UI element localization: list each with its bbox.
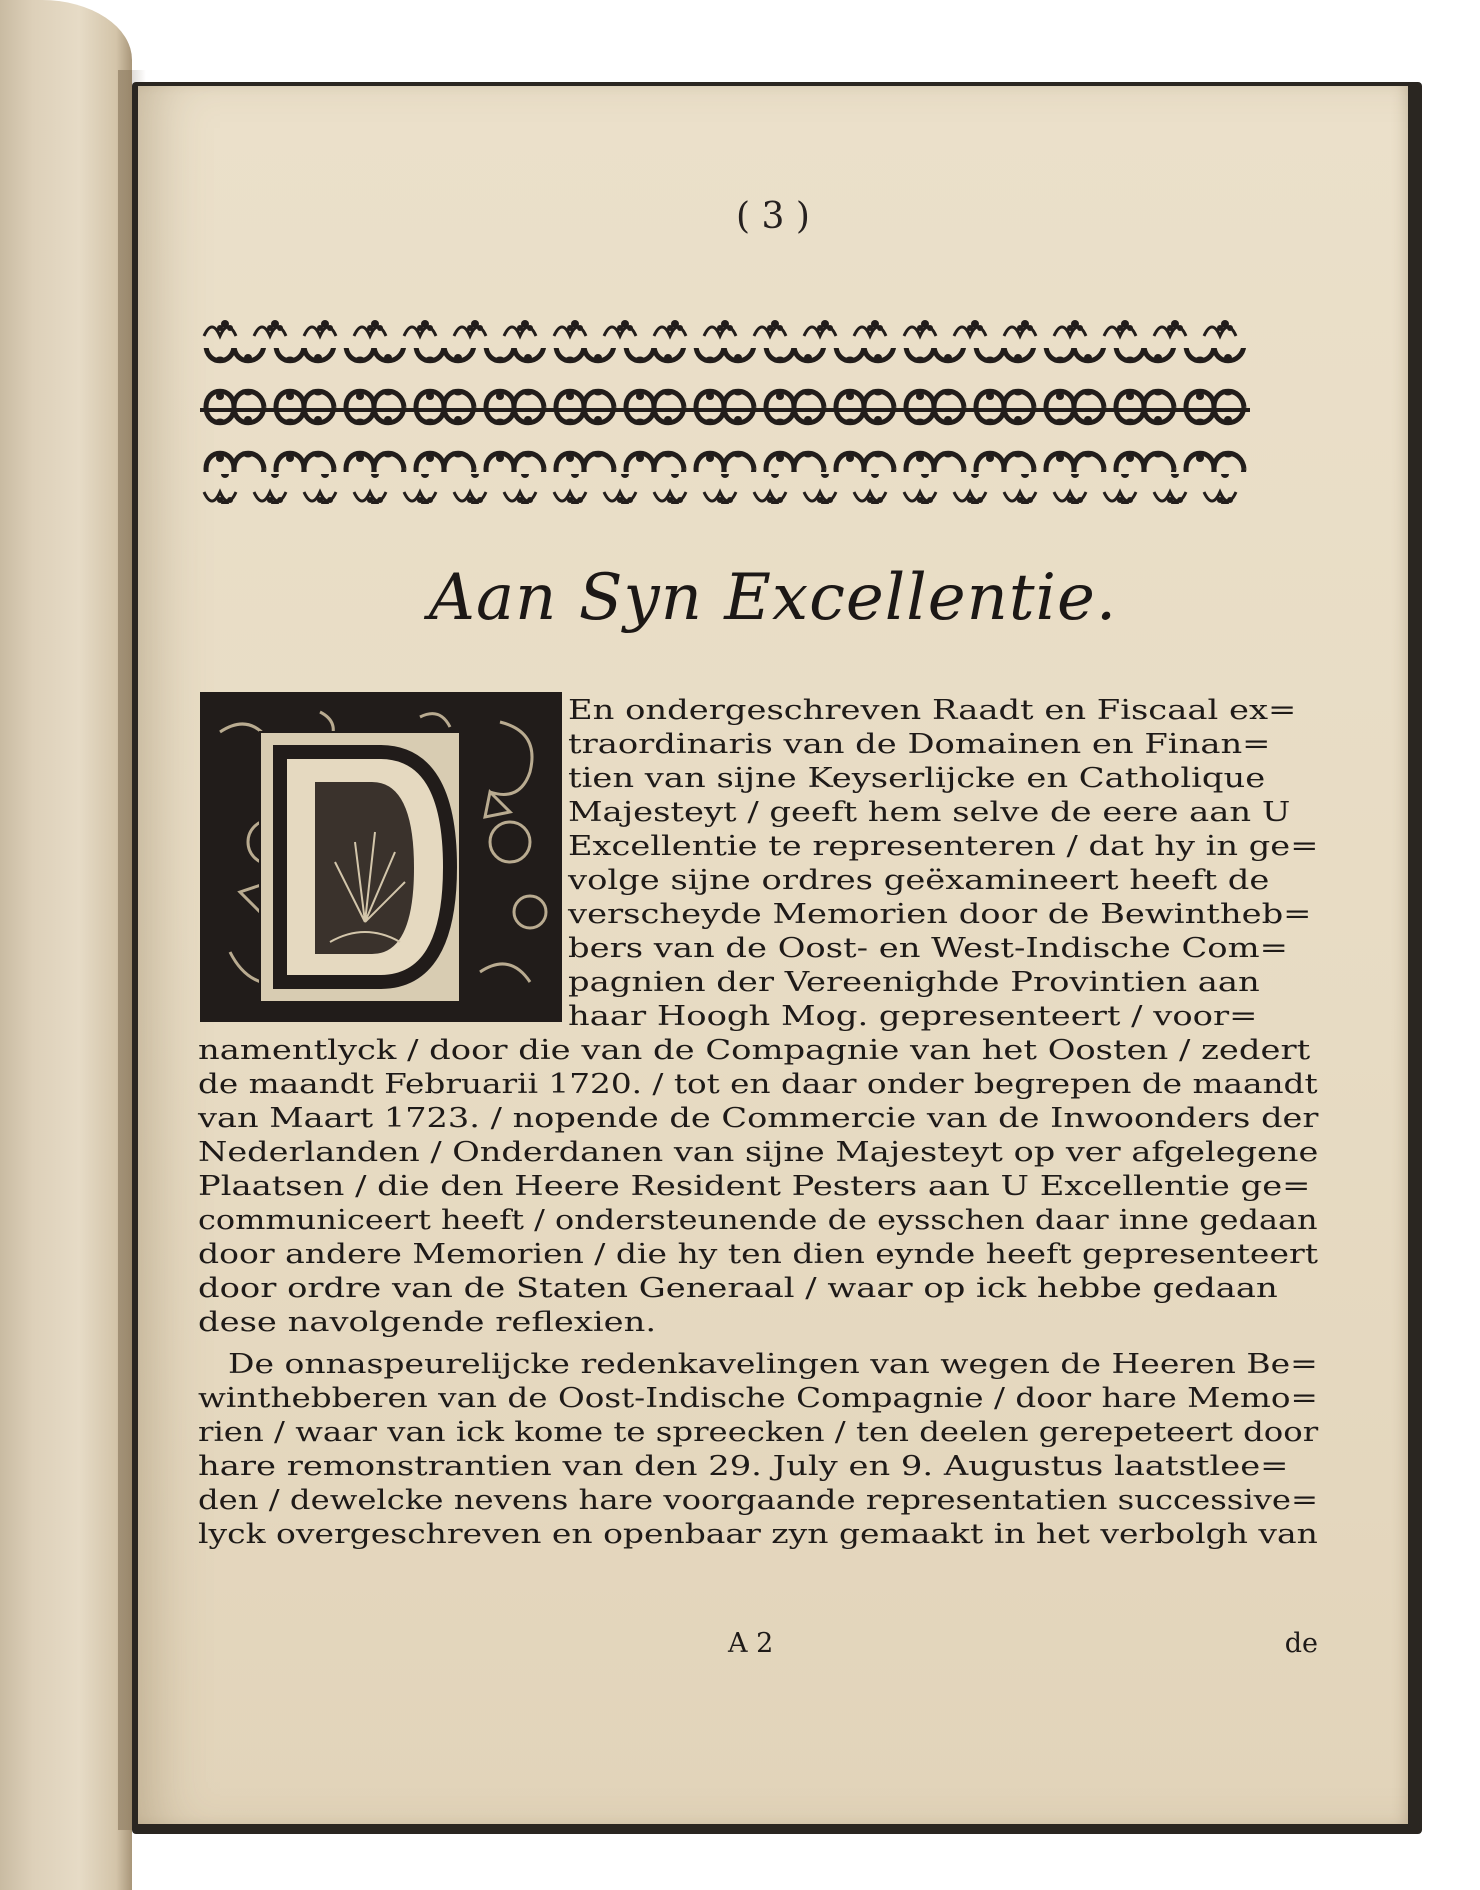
left-page-edge [0,0,132,1890]
text-line: hare remonstrantien van den 29. July en 9. Augustus laatstlee= [198,1451,1289,1482]
decorated-initial-letter [200,692,562,1022]
text-line: rien / waar van ick kome te spreecken / ten deelen gerepeteert door [198,1417,1319,1448]
text-line: Majesteyt / geeft hem selve de eere aan U [568,797,1291,828]
text-line: door andere Memorien / die hy ten dien eynde heeft gepresenteert [198,1239,1318,1270]
text-line: De onnaspeurelijcke redenkavelingen van wegen de Heeren Be= [228,1349,1318,1380]
catchword: de [1284,1628,1318,1659]
text-line: pagnien der Vereenighde Provintien aan [568,967,1260,998]
text-line: namentlyck / door die van de Compagnie van het Oosten / zedert [198,1035,1311,1066]
text-line: communiceert heeft / ondersteunende de eysschen daar inne gedaan [198,1205,1318,1236]
text-line: tien van sijne Keyserlijcke en Catholique [568,763,1266,794]
text-line: traordinaris van de Domainen en Finan= [568,729,1271,760]
book-page [138,86,1408,1824]
text-line: winthebberen van de Oost-Indische Compagnie / door hare Memo= [198,1383,1318,1414]
text-line: verscheyde Memorien door de Bewintheb= [568,899,1312,930]
text-line: de maandt Februarii 1720. / tot en daar onder begrepen de maandt [198,1069,1318,1100]
text-line: Nederlanden / Onderdanen van sijne Majesteyt op ver afgelegene [198,1137,1319,1168]
text-line: Excellentie te representeren / dat hy in ge= [568,831,1319,862]
heading-title: Aan Syn Excellentie. [428,561,1118,635]
text-line: Plaatsen / die den Heere Resident Pesters aan U Excellentie ge= [198,1171,1311,1202]
text-line: dese navolgende reflexien. [198,1307,657,1338]
text-line: lyck overgeschreven en openbaar zyn gemaakt in het verbolgh van [198,1519,1318,1550]
ornamental-headpiece [200,314,1250,504]
text-line: den / dewelcke nevens hare voorgaande representatien successive= [198,1485,1319,1516]
text-line: En ondergeschreven Raadt en Fiscaal ex= [568,695,1297,726]
page-number: ( 3 ) [736,196,810,237]
text-line: volge sijne ordres geëxamineert heeft de [568,865,1270,896]
text-line: bers van de Oost- en West-Indische Com= [568,933,1288,964]
text-line: van Maart 1723. / nopende de Commercie van de Inwoonders der [198,1103,1319,1134]
signature-mark: A 2 [728,1628,774,1659]
page-footer [198,1628,1318,1662]
text-line: door ordre van de Staten Generaal / waar op ick hebbe gedaan [198,1273,1278,1304]
text-line: haar Hoogh Mog. gepresenteert / voor= [568,1001,1258,1032]
